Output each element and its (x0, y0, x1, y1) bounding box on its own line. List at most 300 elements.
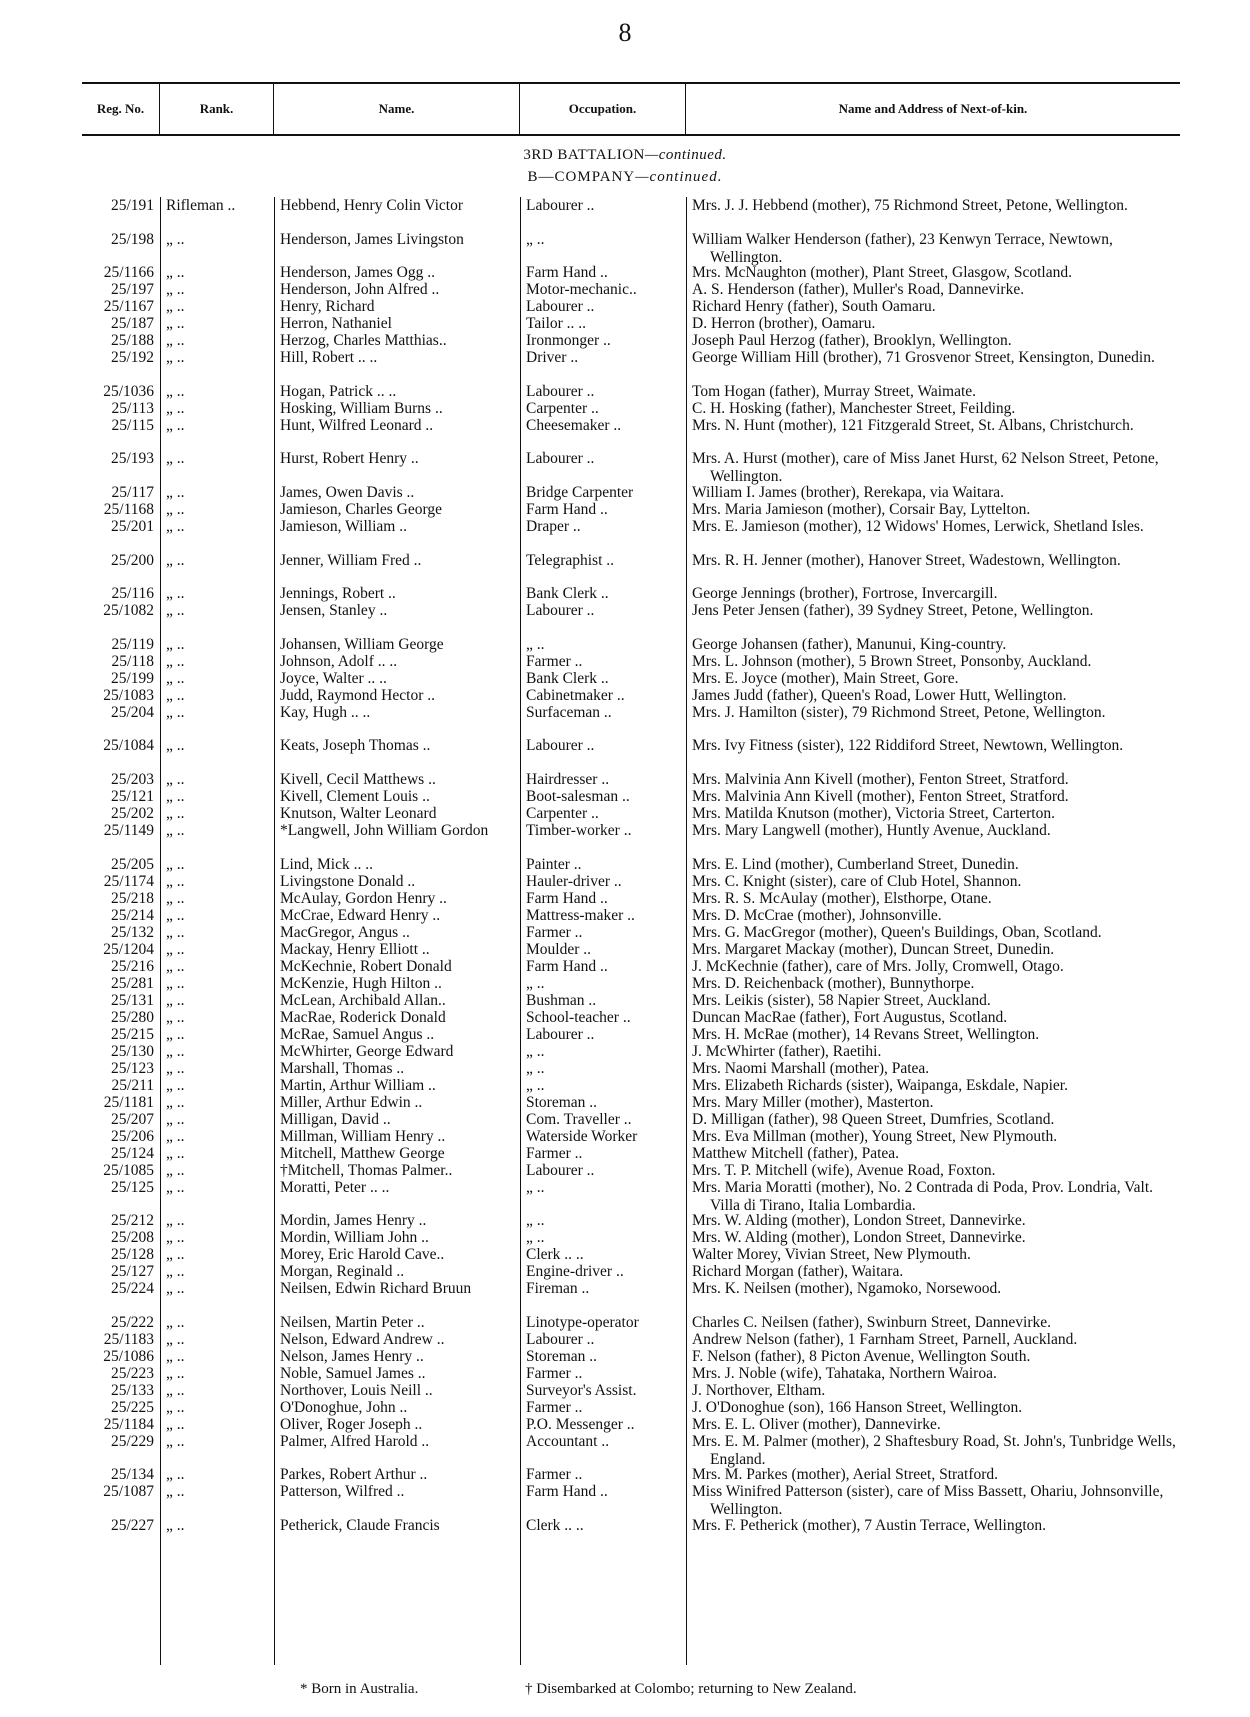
reg-no-cell: 25/207 (110, 1110, 154, 1128)
next-of-kin-cell: Mrs. Eva Millman (mother), Young Street, New Plymouth. (692, 1127, 1058, 1145)
next-of-kin-cell: Mrs. G. MacGregor (mother), Queen's Buildings, Oban, Scotland. (692, 923, 1102, 941)
rank-cell: „ .. (166, 940, 185, 958)
occupation-cell: Bank Clerk .. (526, 585, 609, 603)
table-row (82, 1433, 1180, 1467)
reg-no-cell: 25/188 (110, 332, 154, 350)
occupation-cell: Farm Hand .. (526, 264, 608, 282)
name-cell: Hunt, Wilfred Leonard .. (280, 416, 434, 434)
table-header (82, 82, 1180, 136)
reg-no-cell: 25/202 (110, 804, 154, 822)
name-cell: Nelson, Edward Andrew .. (280, 1330, 445, 1348)
header-reg-no: Reg. No. (82, 84, 160, 134)
reg-no-cell: 25/1082 (103, 602, 154, 620)
rank-cell: „ .. (166, 1144, 185, 1162)
name-cell: Knutson, Walter Leonard (280, 804, 437, 822)
table-row (82, 1043, 1180, 1060)
next-of-kin-cell: Mrs. L. Johnson (mother), 5 Brown Street, Ponsonby, Auckland. (692, 652, 1092, 670)
header-next-of-kin: Name and Address of Next-of-kin. (838, 101, 1028, 116)
rank-cell: „ .. (166, 1364, 185, 1382)
name-cell: Keats, Joseph Thomas .. (280, 737, 431, 755)
reg-no-cell: 25/206 (110, 1127, 154, 1145)
name-cell: Oliver, Roger Joseph .. (280, 1415, 423, 1433)
occupation-cell: Farmer .. (526, 1398, 583, 1416)
next-of-kin-cell: Mrs. M. Parkes (mother), Aerial Street, Stratford. (692, 1466, 999, 1484)
table-row (82, 822, 1180, 856)
rank-cell: „ .. (166, 686, 185, 704)
reg-no-cell: 25/131 (110, 991, 154, 1009)
next-of-kin-cell: Mrs. W. Alding (mother), London Street, Dannevirke. (692, 1212, 1026, 1230)
rank-cell: „ .. (166, 652, 185, 670)
occupation-cell: Labourer .. (526, 382, 595, 400)
occupation-cell: Com. Traveller .. (526, 1110, 632, 1128)
rank-cell: „ .. (166, 737, 185, 755)
table-row (82, 1517, 1180, 1534)
occupation-cell: Surveyor's Assist. (526, 1381, 637, 1399)
next-of-kin-cell: Charles C. Neilsen (father), Swinburn Street, Dannevirke. (692, 1313, 1051, 1331)
company-suffix: —continued. (635, 169, 723, 185)
next-of-kin-cell: Mrs. E. Jamieson (mother), 12 Widows' Homes, Lerwick, Shetland Isles. (692, 517, 1144, 535)
next-of-kin-cell: William Walker Henderson (father), 23 Kenwyn Terrace, Newtown, Wellington. (692, 230, 1113, 266)
name-cell: Nelson, James Henry .. (280, 1347, 424, 1365)
table-row (82, 1280, 1180, 1314)
next-of-kin-cell: Mrs. Mary Miller (mother), Masterton. (692, 1093, 934, 1111)
occupation-cell: Carpenter .. (526, 804, 599, 822)
name-cell: Kay, Hugh .. .. (280, 703, 371, 721)
name-cell: Patterson, Wilfred .. (280, 1483, 405, 1501)
name-cell: Johansen, William George (280, 635, 444, 653)
table-row (82, 873, 1180, 890)
next-of-kin-cell: Mrs. Margaret Mackay (mother), Duncan Street, Dunedin. (692, 940, 1055, 958)
table-row (82, 1314, 1180, 1331)
reg-no-cell: 25/1087 (103, 1483, 154, 1501)
name-cell: Milligan, David .. (280, 1110, 391, 1128)
occupation-cell: „ .. (526, 230, 545, 248)
next-of-kin-cell: Mrs. E. M. Palmer (mother), 2 Shaftesbury Road, St. John's, Tunbridge Wells, England. (692, 1432, 1176, 1468)
next-of-kin-cell: J. Northover, Eltham. (692, 1381, 826, 1399)
name-cell: Marshall, Thomas .. (280, 1059, 405, 1077)
occupation-cell: Labourer .. (526, 737, 595, 755)
occupation-cell: Storeman .. (526, 1347, 598, 1365)
rank-cell: „ .. (166, 585, 185, 603)
next-of-kin-cell: Mrs. Elizabeth Richards (sister), Waipanga, Eskdale, Napier. (692, 1076, 1068, 1094)
rank-cell: „ .. (166, 1313, 185, 1331)
next-of-kin-cell: Duncan MacRae (father), Fort Augustus, Scotland. (692, 1008, 1008, 1026)
reg-no-cell: 25/1181 (103, 1093, 154, 1111)
rank-cell: „ .. (166, 1178, 185, 1196)
next-of-kin-cell: James Judd (father), Queen's Road, Lower Hutt, Wellington. (692, 686, 1067, 704)
occupation-cell: P.O. Messenger .. (526, 1415, 635, 1433)
reg-no-cell: 25/214 (110, 906, 154, 924)
next-of-kin-cell: Mrs. J. Noble (wife), Tahataka, Northern Wairoa. (692, 1364, 997, 1382)
occupation-cell: Farmer .. (526, 652, 583, 670)
table-row (82, 1466, 1180, 1483)
next-of-kin-cell: Mrs. F. Petherick (mother), 7 Austin Terrace, Wellington. (692, 1516, 1047, 1534)
rank-cell: „ .. (166, 517, 185, 535)
name-cell: *Langwell, John William Gordon (280, 821, 489, 839)
table-row (82, 958, 1180, 975)
occupation-cell: „ .. (526, 1059, 545, 1077)
occupation-cell: Clerk .. .. (526, 1246, 584, 1264)
name-cell: Neilsen, Edwin Richard Bruun (280, 1280, 472, 1298)
rank-cell: „ .. (166, 1347, 185, 1365)
reg-no-cell: 25/208 (110, 1229, 154, 1247)
rank-cell: „ .. (166, 382, 185, 400)
reg-no-cell: 25/1183 (103, 1330, 154, 1348)
name-cell: MacGregor, Angus .. (280, 923, 410, 941)
table-row (82, 298, 1180, 315)
reg-no-cell: 25/1083 (103, 686, 154, 704)
table-row (82, 1009, 1180, 1026)
name-cell: Joyce, Walter .. .. (280, 669, 387, 687)
table-row (82, 856, 1180, 873)
next-of-kin-cell: Mrs. Mary Langwell (mother), Huntly Avenue, Auckland. (692, 821, 1051, 839)
rank-cell: „ .. (166, 1381, 185, 1399)
reg-no-cell: 25/128 (110, 1246, 154, 1264)
name-cell: Henry, Richard (280, 298, 375, 316)
reg-no-cell: 25/225 (110, 1398, 154, 1416)
next-of-kin-cell: Richard Henry (father), South Oamaru. (692, 298, 936, 316)
occupation-cell: Bank Clerk .. (526, 669, 609, 687)
occupation-cell: „ .. (526, 1076, 545, 1094)
rank-cell: „ .. (166, 1229, 185, 1247)
table-row (82, 231, 1180, 265)
table-row (82, 315, 1180, 332)
reg-no-cell: 25/205 (110, 855, 154, 873)
reg-no-cell: 25/119 (111, 635, 154, 653)
next-of-kin-cell: William I. James (brother), Rerekapa, via Waitara. (692, 483, 1005, 501)
table-row (82, 383, 1180, 400)
occupation-cell: Ironmonger .. (526, 332, 611, 350)
reg-no-cell: 25/1204 (103, 940, 154, 958)
name-cell: Kivell, Cecil Matthews .. (280, 770, 436, 788)
occupation-cell: Clerk .. .. (526, 1516, 584, 1534)
name-cell: Miller, Arthur Edwin .. (280, 1093, 423, 1111)
table-row (82, 687, 1180, 704)
name-cell: Mordin, James Henry .. (280, 1212, 427, 1230)
name-cell: Petherick, Claude Francis (280, 1516, 440, 1534)
rank-cell: „ .. (166, 889, 185, 907)
next-of-kin-cell: J. McWhirter (father), Raetihi. (692, 1042, 882, 1060)
rank-cell: „ .. (166, 416, 185, 434)
name-cell: Lind, Mick .. .. (280, 855, 373, 873)
table-row (82, 670, 1180, 687)
occupation-cell: Carpenter .. (526, 399, 599, 417)
reg-no-cell: 25/1184 (103, 1415, 154, 1433)
table-row (82, 1077, 1180, 1094)
occupation-cell: Farmer .. (526, 1364, 583, 1382)
table-row (82, 771, 1180, 788)
occupation-cell: Labourer .. (526, 602, 595, 620)
occupation-cell: Hauler-driver .. (526, 872, 622, 890)
reg-no-cell: 25/121 (110, 787, 154, 805)
next-of-kin-cell: Mrs. Matilda Knutson (mother), Victoria Street, Carterton. (692, 804, 1055, 822)
table-row (82, 1365, 1180, 1382)
table-row (82, 1094, 1180, 1111)
name-cell: Neilsen, Martin Peter .. (280, 1313, 425, 1331)
name-cell: Moratti, Peter .. .. (280, 1178, 390, 1196)
table-row (82, 1060, 1180, 1077)
name-cell: Millman, William Henry .. (280, 1127, 446, 1145)
name-cell: Herzog, Charles Matthias.. (280, 332, 447, 350)
next-of-kin-cell: Mrs. E. L. Oliver (mother), Dannevirke. (692, 1415, 941, 1433)
table-row (82, 805, 1180, 822)
rank-cell: „ .. (166, 1280, 185, 1298)
rank-cell: „ .. (166, 1110, 185, 1128)
battalion-suffix: —continued. (644, 147, 727, 163)
name-cell: Hurst, Robert Henry .. (280, 450, 419, 468)
next-of-kin-cell: Mrs. R. H. Jenner (mother), Hanover Street, Wadestown, Wellington. (692, 551, 1121, 569)
name-cell: Judd, Raymond Hector .. (280, 686, 435, 704)
next-of-kin-cell: Mrs. Maria Moratti (mother), No. 2 Contrada di Poda, Prov. Londria, Valt. Villa di Tirano, Italia Lombardia. (692, 1178, 1154, 1214)
table-row (82, 1026, 1180, 1043)
reg-no-cell: 25/212 (110, 1212, 154, 1230)
occupation-cell: Storeman .. (526, 1093, 598, 1111)
name-cell: McKechnie, Robert Donald (280, 957, 452, 975)
name-cell: Herron, Nathaniel (280, 315, 392, 333)
next-of-kin-cell: Mrs. E. Lind (mother), Cumberland Street, Dunedin. (692, 855, 1019, 873)
occupation-cell: Waterside Worker (526, 1127, 638, 1145)
next-of-kin-cell: Mrs. McNaughton (mother), Plant Street, Glasgow, Scotland. (692, 264, 1072, 282)
rank-cell: „ .. (166, 1246, 185, 1264)
rank-cell: „ .. (166, 450, 185, 468)
table-row (82, 907, 1180, 924)
next-of-kin-cell: Mrs. D. Reichenback (mother), Bunnythorpe. (692, 974, 975, 992)
table-row (82, 1483, 1180, 1517)
next-of-kin-cell: Mrs. W. Alding (mother), London Street, Dannevirke. (692, 1229, 1026, 1247)
reg-no-cell: 25/123 (110, 1059, 154, 1077)
name-cell: Johnson, Adolf .. .. (280, 652, 398, 670)
rank-cell: „ .. (166, 872, 185, 890)
name-cell: Kivell, Clement Louis .. (280, 787, 430, 805)
next-of-kin-cell: J. McKechnie (father), care of Mrs. Jolly, Cromwell, Otago. (692, 957, 1064, 975)
reg-no-cell: 25/197 (110, 281, 154, 299)
rank-cell: „ .. (166, 1330, 185, 1348)
header-occupation: Occupation. (520, 84, 686, 134)
rank-cell: „ .. (166, 349, 185, 367)
reg-no-cell: 25/192 (110, 349, 154, 367)
name-cell: Noble, Samuel James .. (280, 1364, 426, 1382)
reg-no-cell: 25/1084 (103, 737, 154, 755)
next-of-kin-cell: Mrs. Maria Jamieson (mother), Corsair Bay, Lyttelton. (692, 500, 1031, 518)
reg-no-cell: 25/1166 (103, 264, 154, 282)
reg-no-cell: 25/198 (110, 230, 154, 248)
company-heading (0, 169, 1250, 186)
rank-cell: „ .. (166, 1466, 185, 1484)
rank-cell: „ .. (166, 1516, 185, 1534)
table-row (82, 1399, 1180, 1416)
rank-cell: „ .. (166, 821, 185, 839)
reg-no-cell: 25/130 (110, 1042, 154, 1060)
table-row (82, 450, 1180, 484)
next-of-kin-cell: C. H. Hosking (father), Manchester Street, Feilding. (692, 399, 1016, 417)
table-row (82, 484, 1180, 501)
reg-no-cell: 25/211 (111, 1076, 154, 1094)
name-cell: McRae, Samuel Angus .. (280, 1025, 435, 1043)
footnote-disembarked: † Disembarked at Colombo; returning to New Zealand. (525, 1681, 857, 1697)
rank-cell: „ .. (166, 1008, 185, 1026)
table-row (82, 704, 1180, 738)
name-cell: Hill, Robert .. .. (280, 349, 378, 367)
reg-no-cell: 25/113 (111, 399, 154, 417)
table-row (82, 400, 1180, 417)
occupation-cell: Farm Hand .. (526, 500, 608, 518)
next-of-kin-cell: J. O'Donoghue (son), 166 Hanson Street, Wellington. (692, 1398, 1023, 1416)
occupation-cell: Accountant .. (526, 1432, 610, 1450)
rank-cell: „ .. (166, 1161, 185, 1179)
name-cell: Hebbend, Henry Colin Victor (280, 197, 464, 214)
reg-no-cell: 25/227 (110, 1516, 154, 1534)
rank-cell: „ .. (166, 399, 185, 417)
name-cell: Palmer, Alfred Harold .. (280, 1432, 430, 1450)
name-cell: Martin, Arthur William .. (280, 1076, 436, 1094)
rank-cell: „ .. (166, 1483, 185, 1501)
name-cell: Mackay, Henry Elliott .. (280, 940, 430, 958)
next-of-kin-cell: Mrs. D. McCrae (mother), Johnsonville. (692, 906, 942, 924)
rank-cell: „ .. (166, 669, 185, 687)
reg-no-cell: 25/1167 (103, 298, 154, 316)
occupation-cell: School-teacher .. (526, 1008, 631, 1026)
reg-no-cell: 25/1168 (103, 500, 154, 518)
rank-cell: „ .. (166, 1212, 185, 1230)
rank-cell: „ .. (166, 281, 185, 299)
table-row (82, 992, 1180, 1009)
reg-no-cell: 25/229 (110, 1432, 154, 1450)
reg-no-cell: 25/224 (110, 1280, 154, 1298)
occupation-cell: Telegraphist .. (526, 551, 615, 569)
next-of-kin-cell: D. Herron (brother), Oamaru. (692, 315, 876, 333)
reg-no-cell: 25/1036 (103, 382, 154, 400)
next-of-kin-cell: Mrs. K. Neilsen (mother), Ngamoko, Norsewood. (692, 1280, 1002, 1298)
name-cell: McAulay, Gordon Henry .. (280, 889, 447, 907)
reg-no-cell: 25/115 (111, 416, 154, 434)
name-cell: James, Owen Davis .. (280, 483, 415, 501)
name-cell: Jenner, William Fred .. (280, 551, 422, 569)
next-of-kin-cell: Mrs. T. P. Mitchell (wife), Avenue Road, Foxton. (692, 1161, 996, 1179)
next-of-kin-cell: George William Hill (brother), 71 Grosvenor Street, Kensington, Dunedin. (692, 349, 1155, 367)
rank-cell: „ .. (166, 1093, 185, 1111)
occupation-cell: Timber-worker .. (526, 821, 632, 839)
name-cell: Jensen, Stanley .. (280, 602, 388, 620)
next-of-kin-cell: Richard Morgan (father), Waitara. (692, 1263, 904, 1281)
occupation-cell: Painter .. (526, 855, 582, 873)
rank-cell: „ .. (166, 1127, 185, 1145)
occupation-cell: „ .. (526, 1178, 545, 1196)
table-row (82, 349, 1180, 383)
next-of-kin-cell: Mrs. E. Joyce (mother), Main Street, Gore. (692, 669, 959, 687)
name-cell: Jennings, Robert .. (280, 585, 396, 603)
table-row (82, 1263, 1180, 1280)
name-cell: Jamieson, William .. (280, 517, 407, 535)
table-row (82, 197, 1180, 231)
table-row (82, 788, 1180, 805)
occupation-cell: „ .. (526, 1212, 545, 1230)
occupation-cell: Labourer .. (526, 1161, 595, 1179)
table-row (82, 941, 1180, 958)
name-cell: Henderson, James Ogg .. (280, 264, 435, 282)
rank-cell: „ .. (166, 298, 185, 316)
occupation-cell: „ .. (526, 1042, 545, 1060)
reg-no-cell: 25/281 (110, 974, 154, 992)
occupation-cell: Linotype-operator (526, 1313, 639, 1331)
next-of-kin-cell: Mrs. N. Hunt (mother), 121 Fitzgerald Street, St. Albans, Christchurch. (692, 416, 1134, 434)
name-cell: Morgan, Reginald .. (280, 1263, 405, 1281)
occupation-cell: Farm Hand .. (526, 957, 608, 975)
rank-cell: „ .. (166, 855, 185, 873)
rank-cell: „ .. (166, 332, 185, 350)
rank-cell: „ .. (166, 906, 185, 924)
occupation-cell: Driver .. (526, 349, 579, 367)
next-of-kin-cell: George Johansen (father), Manunui, King-country. (692, 635, 1007, 653)
rank-cell: „ .. (166, 1398, 185, 1416)
next-of-kin-cell: Jens Peter Jensen (father), 39 Sydney Street, Petone, Wellington. (692, 602, 1094, 620)
reg-no-cell: 25/133 (110, 1381, 154, 1399)
rank-cell: „ .. (166, 1415, 185, 1433)
table-body (82, 197, 1180, 1534)
header-rank: Rank. (160, 84, 274, 134)
next-of-kin-cell: Mrs. Leikis (sister), 58 Napier Street, Auckland. (692, 991, 991, 1009)
footnote-born: * Born in Australia. (300, 1681, 419, 1697)
reg-no-cell: 25/218 (110, 889, 154, 907)
rank-cell: „ .. (166, 230, 185, 248)
rank-cell: „ .. (166, 602, 185, 620)
table-row (82, 975, 1180, 992)
rank-cell: „ .. (166, 1263, 185, 1281)
occupation-cell: Hairdresser .. (526, 770, 610, 788)
table-row (82, 1331, 1180, 1348)
table-row (82, 1128, 1180, 1145)
rank-cell: „ .. (166, 551, 185, 569)
name-cell: Mitchell, Matthew George (280, 1144, 445, 1162)
table-row (82, 653, 1180, 670)
next-of-kin-cell: D. Milligan (father), 98 Queen Street, Dumfries, Scotland. (692, 1110, 1055, 1128)
table-row (82, 890, 1180, 907)
occupation-cell: Tailor .. .. (526, 315, 587, 333)
next-of-kin-cell: Mrs. Ivy Fitness (sister), 122 Riddiford Street, Newtown, Wellington. (692, 737, 1124, 755)
rank-cell: „ .. (166, 315, 185, 333)
reg-no-cell: 25/216 (110, 957, 154, 975)
occupation-cell: Cabinetmaker .. (526, 686, 625, 704)
reg-no-cell: 25/127 (110, 1263, 154, 1281)
name-cell: Henderson, James Livingston (280, 230, 464, 248)
table-row (82, 332, 1180, 349)
occupation-cell: „ .. (526, 635, 545, 653)
name-cell: Morey, Eric Harold Cave.. (280, 1246, 445, 1264)
name-cell: McCrae, Edward Henry .. (280, 906, 441, 924)
occupation-cell: Surfaceman .. (526, 703, 612, 721)
next-of-kin-cell: Walter Morey, Vivian Street, New Plymouth. (692, 1246, 971, 1264)
occupation-cell: Moulder .. (526, 940, 592, 958)
name-cell: McKenzie, Hugh Hilton .. (280, 974, 442, 992)
occupation-cell: Labourer .. (526, 197, 595, 214)
table-row (82, 1229, 1180, 1246)
occupation-cell: Farm Hand .. (526, 889, 608, 907)
next-of-kin-cell: F. Nelson (father), 8 Picton Avenue, Wellington South. (692, 1347, 1031, 1365)
next-of-kin-cell: Tom Hogan (father), Murray Street, Waimate. (692, 382, 977, 400)
name-cell: Livingstone Donald .. (280, 872, 416, 890)
rank-cell: „ .. (166, 1059, 185, 1077)
reg-no-cell: 25/201 (110, 517, 154, 535)
name-cell: McWhirter, George Edward (280, 1042, 454, 1060)
next-of-kin-cell: George Jennings (brother), Fortrose, Invercargill. (692, 585, 998, 603)
rank-cell: „ .. (166, 991, 185, 1009)
reg-no-cell: 25/223 (110, 1364, 154, 1382)
next-of-kin-cell: Mrs. Malvinia Ann Kivell (mother), Fenton Street, Stratford. (692, 787, 1069, 805)
name-cell: Hogan, Patrick .. .. (280, 382, 397, 400)
next-of-kin-cell: Matthew Mitchell (father), Patea. (692, 1144, 900, 1162)
next-of-kin-cell: Joseph Paul Herzog (father), Brooklyn, Wellington. (692, 332, 1012, 350)
page-number: 8 (618, 18, 632, 47)
occupation-cell: Labourer .. (526, 1025, 595, 1043)
